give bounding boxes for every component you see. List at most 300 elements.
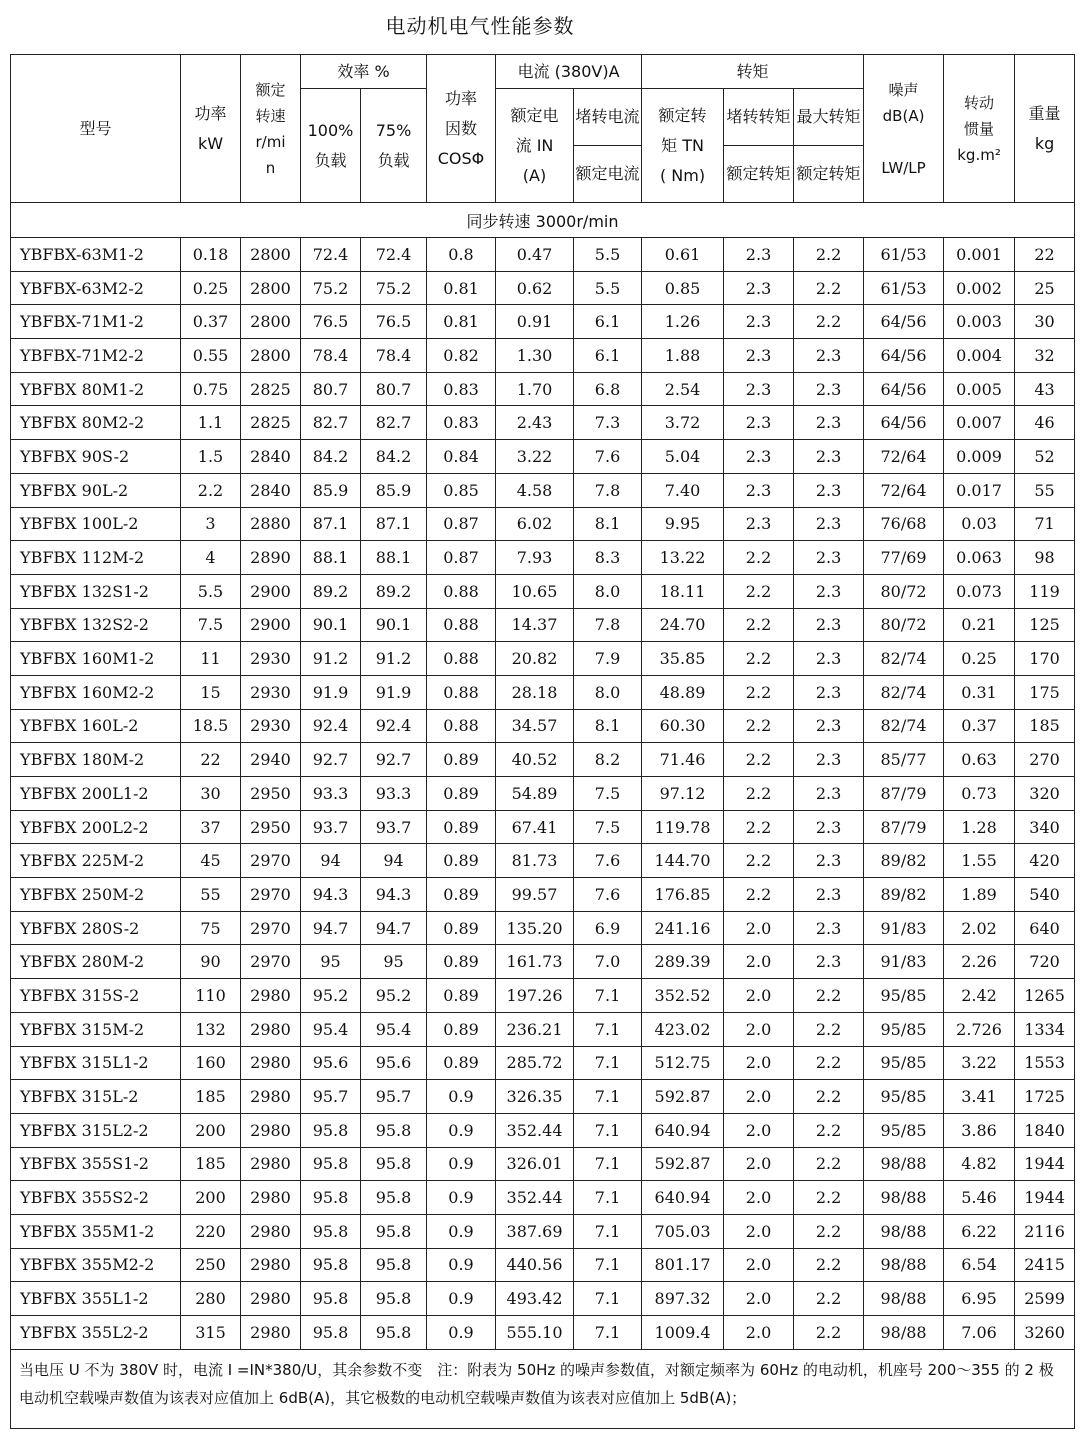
value-cell: 2.2 [794, 1012, 864, 1046]
value-cell: 93.3 [361, 777, 427, 811]
value-cell: 2.3 [794, 777, 864, 811]
value-cell: 48.89 [642, 675, 724, 709]
value-cell: 45 [181, 844, 241, 878]
header-noise: 噪声 dB(A) LW/LP [864, 55, 944, 203]
value-cell: 2.3 [794, 541, 864, 575]
value-cell: 0.62 [496, 271, 574, 305]
value-cell: 0.9 [427, 1214, 496, 1248]
model-cell: YBFBX 355S1-2 [11, 1147, 181, 1181]
value-cell: 13.22 [642, 541, 724, 575]
value-cell: 32 [1015, 339, 1075, 373]
model-cell: YBFBX 355M1-2 [11, 1214, 181, 1248]
header-max-torque: 最大转矩 [794, 89, 864, 146]
value-cell: 0.88 [427, 608, 496, 642]
value-cell: 95.6 [301, 1046, 361, 1080]
value-cell: 2.2 [724, 642, 794, 676]
value-cell: 46 [1015, 406, 1075, 440]
table-row [11, 1214, 1075, 1248]
value-cell: 78.4 [301, 339, 361, 373]
model-cell: YBFBX 315S-2 [11, 979, 181, 1013]
model-cell: YBFBX 200L1-2 [11, 777, 181, 811]
value-cell: 2.2 [794, 238, 864, 272]
value-cell: 0.81 [427, 305, 496, 339]
value-cell: 0.87 [427, 507, 496, 541]
model-cell: YBFBX 90S-2 [11, 440, 181, 474]
model-cell: YBFBX 100L-2 [11, 507, 181, 541]
value-cell: 801.17 [642, 1248, 724, 1282]
value-cell: 0.002 [944, 271, 1015, 305]
value-cell: 2.3 [724, 406, 794, 440]
value-cell: 2900 [241, 608, 301, 642]
table-row [11, 709, 1075, 743]
header-model: 型号 [11, 55, 181, 203]
value-cell: 2.3 [794, 440, 864, 474]
value-cell: 2.0 [724, 1113, 794, 1147]
value-cell: 2.2 [794, 1046, 864, 1080]
table-row [11, 1113, 1075, 1147]
value-cell: 91.9 [361, 675, 427, 709]
value-cell: 72/64 [864, 440, 944, 474]
value-cell: 2900 [241, 574, 301, 608]
value-cell: 71 [1015, 507, 1075, 541]
value-cell: 5.5 [574, 271, 642, 305]
value-cell: 2.3 [724, 507, 794, 541]
value-cell: 5.04 [642, 440, 724, 474]
value-cell: 7.1 [574, 1012, 642, 1046]
value-cell: 0.89 [427, 810, 496, 844]
value-cell: 3.22 [496, 440, 574, 474]
value-cell: 0.88 [427, 675, 496, 709]
value-cell: 10.65 [496, 574, 574, 608]
value-cell: 7.1 [574, 1248, 642, 1282]
value-cell: 0.85 [642, 271, 724, 305]
value-cell: 0.83 [427, 372, 496, 406]
header-eff-100: 100% 负载 [301, 89, 361, 203]
value-cell: 555.10 [496, 1316, 574, 1350]
header-rated-torque-divisor-2: 额定转矩 [794, 146, 864, 203]
value-cell: 8.1 [574, 507, 642, 541]
value-cell: 95.6 [361, 1046, 427, 1080]
value-cell: 30 [1015, 305, 1075, 339]
value-cell: 99.57 [496, 878, 574, 912]
value-cell: 60.30 [642, 709, 724, 743]
value-cell: 22 [1015, 238, 1075, 272]
table-row [11, 372, 1075, 406]
value-cell: 0.83 [427, 406, 496, 440]
value-cell: 592.87 [642, 1147, 724, 1181]
value-cell: 2599 [1015, 1282, 1075, 1316]
value-cell: 0.003 [944, 305, 1015, 339]
value-cell: 8.1 [574, 709, 642, 743]
value-cell: 67.41 [496, 810, 574, 844]
value-cell: 250 [181, 1248, 241, 1282]
value-cell: 285.72 [496, 1046, 574, 1080]
value-cell: 0.25 [944, 642, 1015, 676]
value-cell: 2980 [241, 979, 301, 1013]
value-cell: 7.1 [574, 979, 642, 1013]
value-cell: 7.6 [574, 844, 642, 878]
value-cell: 2.2 [794, 1214, 864, 1248]
value-cell: 2.2 [794, 1113, 864, 1147]
value-cell: 720 [1015, 945, 1075, 979]
value-cell: 0.75 [181, 372, 241, 406]
value-cell: 95/85 [864, 1012, 944, 1046]
value-cell: 0.8 [427, 238, 496, 272]
table-row [11, 945, 1075, 979]
value-cell: 91.9 [301, 675, 361, 709]
value-cell: 2.42 [944, 979, 1015, 1013]
value-cell: 2.3 [794, 810, 864, 844]
value-cell: 2970 [241, 878, 301, 912]
value-cell: 95.8 [361, 1282, 427, 1316]
value-cell: 95/85 [864, 1080, 944, 1114]
value-cell: 95.8 [361, 1316, 427, 1350]
value-cell: 6.95 [944, 1282, 1015, 1316]
value-cell: 0.9 [427, 1113, 496, 1147]
value-cell: 90.1 [301, 608, 361, 642]
value-cell: 91.2 [301, 642, 361, 676]
value-cell: 97.12 [642, 777, 724, 811]
value-cell: 95.4 [301, 1012, 361, 1046]
value-cell: 7.6 [574, 440, 642, 474]
value-cell: 80/72 [864, 608, 944, 642]
value-cell: 78.4 [361, 339, 427, 373]
value-cell: 0.9 [427, 1282, 496, 1316]
value-cell: 0.63 [944, 743, 1015, 777]
model-cell: YBFBX 315L2-2 [11, 1113, 181, 1147]
value-cell: 94 [361, 844, 427, 878]
value-cell: 91.2 [361, 642, 427, 676]
value-cell: 71.46 [642, 743, 724, 777]
model-cell: YBFBX-63M1-2 [11, 238, 181, 272]
model-cell: YBFBX-71M2-2 [11, 339, 181, 373]
value-cell: 1.5 [181, 440, 241, 474]
value-cell: 2.0 [724, 945, 794, 979]
value-cell: 2.3 [724, 473, 794, 507]
value-cell: 90 [181, 945, 241, 979]
value-cell: 270 [1015, 743, 1075, 777]
value-cell: 2.2 [724, 810, 794, 844]
value-cell: 94.7 [301, 911, 361, 945]
table-row [11, 305, 1075, 339]
value-cell: 175 [1015, 675, 1075, 709]
value-cell: 76/68 [864, 507, 944, 541]
model-cell: YBFBX 90L-2 [11, 473, 181, 507]
value-cell: 54.89 [496, 777, 574, 811]
value-cell: 80.7 [361, 372, 427, 406]
header-efficiency: 效率 % [301, 55, 427, 89]
value-cell: 8.0 [574, 675, 642, 709]
value-cell: 98/88 [864, 1214, 944, 1248]
table-row [11, 642, 1075, 676]
value-cell: 80/72 [864, 574, 944, 608]
value-cell: 82/74 [864, 642, 944, 676]
value-cell: 1840 [1015, 1113, 1075, 1147]
value-cell: 7.5 [574, 810, 642, 844]
value-cell: 2.3 [794, 608, 864, 642]
value-cell: 2.3 [794, 675, 864, 709]
value-cell: 7.1 [574, 1181, 642, 1215]
value-cell: 2.0 [724, 1282, 794, 1316]
value-cell: 2.2 [181, 473, 241, 507]
table-row [11, 1282, 1075, 1316]
value-cell: 2.0 [724, 1214, 794, 1248]
value-cell: 20.82 [496, 642, 574, 676]
value-cell: 540 [1015, 878, 1075, 912]
value-cell: 3.72 [642, 406, 724, 440]
value-cell: 43 [1015, 372, 1075, 406]
table-row [11, 574, 1075, 608]
model-cell: YBFBX-63M2-2 [11, 271, 181, 305]
value-cell: 0.9 [427, 1181, 496, 1215]
value-cell: 92.4 [361, 709, 427, 743]
value-cell: 94.3 [301, 878, 361, 912]
value-cell: 0.37 [181, 305, 241, 339]
model-cell: YBFBX 160M2-2 [11, 675, 181, 709]
value-cell: 7.8 [574, 608, 642, 642]
value-cell: 0.9 [427, 1316, 496, 1350]
table-row [11, 979, 1075, 1013]
value-cell: 7.3 [574, 406, 642, 440]
value-cell: 95.8 [361, 1147, 427, 1181]
value-cell: 5.5 [574, 238, 642, 272]
value-cell: 91/83 [864, 945, 944, 979]
value-cell: 1944 [1015, 1181, 1075, 1215]
value-cell: 2980 [241, 1214, 301, 1248]
table-row [11, 1046, 1075, 1080]
value-cell: 0.55 [181, 339, 241, 373]
value-cell: 80.7 [301, 372, 361, 406]
header-current: 电流 (380V)A [496, 55, 642, 89]
value-cell: 95.8 [301, 1316, 361, 1350]
value-cell: 93.7 [361, 810, 427, 844]
value-cell: 0.89 [427, 1012, 496, 1046]
value-cell: 2800 [241, 271, 301, 305]
value-cell: 423.02 [642, 1012, 724, 1046]
value-cell: 95.8 [301, 1248, 361, 1282]
value-cell: 0.47 [496, 238, 574, 272]
value-cell: 185 [181, 1147, 241, 1181]
value-cell: 2980 [241, 1248, 301, 1282]
value-cell: 75.2 [301, 271, 361, 305]
table-row [11, 810, 1075, 844]
value-cell: 0.88 [427, 574, 496, 608]
value-cell: 72.4 [361, 238, 427, 272]
value-cell: 75 [181, 911, 241, 945]
value-cell: 493.42 [496, 1282, 574, 1316]
value-cell: 28.18 [496, 675, 574, 709]
value-cell: 0.31 [944, 675, 1015, 709]
value-cell: 89/82 [864, 878, 944, 912]
value-cell: 1553 [1015, 1046, 1075, 1080]
value-cell: 2980 [241, 1181, 301, 1215]
value-cell: 2.2 [794, 1080, 864, 1114]
table-row [11, 878, 1075, 912]
value-cell: 93.7 [301, 810, 361, 844]
value-cell: 7.93 [496, 541, 574, 575]
table-row [11, 507, 1075, 541]
value-cell: 2.2 [724, 844, 794, 878]
value-cell: 82.7 [361, 406, 427, 440]
header-power-factor: 功率 因数 COSΦ [427, 55, 496, 203]
value-cell: 2.2 [724, 608, 794, 642]
value-cell: 95/85 [864, 1113, 944, 1147]
value-cell: 95.7 [301, 1080, 361, 1114]
value-cell: 75.2 [361, 271, 427, 305]
value-cell: 18.11 [642, 574, 724, 608]
value-cell: 2800 [241, 305, 301, 339]
value-cell: 241.16 [642, 911, 724, 945]
value-cell: 2.2 [794, 1147, 864, 1181]
header-torque: 转矩 [642, 55, 864, 89]
value-cell: 2.2 [794, 1181, 864, 1215]
value-cell: 0.017 [944, 473, 1015, 507]
value-cell: 0.89 [427, 844, 496, 878]
model-cell: YBFBX 80M2-2 [11, 406, 181, 440]
value-cell: 95.8 [301, 1147, 361, 1181]
value-cell: 2930 [241, 709, 301, 743]
value-cell: 40.52 [496, 743, 574, 777]
header-rated-current-divisor: 额定电流 [574, 146, 642, 203]
value-cell: 0.82 [427, 339, 496, 373]
value-cell: 98/88 [864, 1282, 944, 1316]
value-cell: 0.37 [944, 709, 1015, 743]
value-cell: 4.82 [944, 1147, 1015, 1181]
value-cell: 95.8 [301, 1181, 361, 1215]
value-cell: 640.94 [642, 1181, 724, 1215]
value-cell: 2116 [1015, 1214, 1075, 1248]
value-cell: 3.86 [944, 1113, 1015, 1147]
value-cell: 2.2 [724, 743, 794, 777]
value-cell: 2.3 [794, 709, 864, 743]
model-cell: YBFBX-71M1-2 [11, 305, 181, 339]
table-row [11, 271, 1075, 305]
model-cell: YBFBX 315M-2 [11, 1012, 181, 1046]
value-cell: 2.3 [724, 271, 794, 305]
value-cell: 6.1 [574, 305, 642, 339]
value-cell: 1944 [1015, 1147, 1075, 1181]
value-cell: 81.73 [496, 844, 574, 878]
value-cell: 14.37 [496, 608, 574, 642]
value-cell: 1.1 [181, 406, 241, 440]
value-cell: 6.02 [496, 507, 574, 541]
value-cell: 176.85 [642, 878, 724, 912]
value-cell: 87.1 [301, 507, 361, 541]
value-cell: 2.3 [794, 945, 864, 979]
value-cell: 387.69 [496, 1214, 574, 1248]
table-header [11, 55, 1075, 203]
value-cell: 2.0 [724, 1012, 794, 1046]
value-cell: 2.3 [794, 339, 864, 373]
value-cell: 7.1 [574, 1080, 642, 1114]
value-cell: 82/74 [864, 709, 944, 743]
model-cell: YBFBX 355L2-2 [11, 1316, 181, 1350]
value-cell: 2.2 [724, 709, 794, 743]
table-row [11, 1080, 1075, 1114]
value-cell: 7.8 [574, 473, 642, 507]
value-cell: 0.9 [427, 1080, 496, 1114]
value-cell: 512.75 [642, 1046, 724, 1080]
value-cell: 2.3 [724, 339, 794, 373]
value-cell: 2.3 [794, 372, 864, 406]
value-cell: 2.26 [944, 945, 1015, 979]
value-cell: 897.32 [642, 1282, 724, 1316]
model-cell: YBFBX 280S-2 [11, 911, 181, 945]
value-cell: 7.1 [574, 1282, 642, 1316]
model-cell: YBFBX 180M-2 [11, 743, 181, 777]
value-cell: 1.55 [944, 844, 1015, 878]
value-cell: 0.89 [427, 777, 496, 811]
value-cell: 95.4 [361, 1012, 427, 1046]
value-cell: 352.52 [642, 979, 724, 1013]
value-cell: 7.1 [574, 1046, 642, 1080]
value-cell: 8.0 [574, 574, 642, 608]
table-row [11, 1181, 1075, 1215]
value-cell: 1.88 [642, 339, 724, 373]
value-cell: 0.89 [427, 911, 496, 945]
value-cell: 2.3 [794, 878, 864, 912]
value-cell: 24.70 [642, 608, 724, 642]
table-row [11, 743, 1075, 777]
model-cell: YBFBX 160L-2 [11, 709, 181, 743]
value-cell: 94 [301, 844, 361, 878]
value-cell: 2.726 [944, 1012, 1015, 1046]
page-title: 电动机电气性能参数 [385, 14, 575, 38]
value-cell: 88.1 [361, 541, 427, 575]
model-cell: YBFBX 132S2-2 [11, 608, 181, 642]
value-cell: 2800 [241, 339, 301, 373]
value-cell: 7.1 [574, 1113, 642, 1147]
value-cell: 84.2 [361, 440, 427, 474]
table-row [11, 1316, 1075, 1350]
value-cell: 2.0 [724, 1147, 794, 1181]
value-cell: 98 [1015, 541, 1075, 575]
value-cell: 2.2 [724, 777, 794, 811]
value-cell: 8.3 [574, 541, 642, 575]
value-cell: 30 [181, 777, 241, 811]
value-cell: 2.0 [724, 1046, 794, 1080]
value-cell: 340 [1015, 810, 1075, 844]
value-cell: 64/56 [864, 372, 944, 406]
value-cell: 77/69 [864, 541, 944, 575]
value-cell: 0.25 [181, 271, 241, 305]
value-cell: 6.8 [574, 372, 642, 406]
value-cell: 92.4 [301, 709, 361, 743]
value-cell: 2.2 [724, 574, 794, 608]
value-cell: 170 [1015, 642, 1075, 676]
value-cell: 0.03 [944, 507, 1015, 541]
value-cell: 0.89 [427, 1046, 496, 1080]
table-row [11, 1147, 1075, 1181]
value-cell: 2825 [241, 372, 301, 406]
value-cell: 1.89 [944, 878, 1015, 912]
value-cell: 161.73 [496, 945, 574, 979]
value-cell: 95/85 [864, 1046, 944, 1080]
value-cell: 7.1 [574, 1316, 642, 1350]
value-cell: 2.0 [724, 979, 794, 1013]
value-cell: 440.56 [496, 1248, 574, 1282]
value-cell: 95/85 [864, 979, 944, 1013]
table-row [11, 473, 1075, 507]
value-cell: 85.9 [301, 473, 361, 507]
value-cell: 89.2 [361, 574, 427, 608]
value-cell: 7.9 [574, 642, 642, 676]
value-cell: 88.1 [301, 541, 361, 575]
header-eff-75: 75% 负载 [361, 89, 427, 203]
value-cell: 0.9 [427, 1147, 496, 1181]
value-cell: 125 [1015, 608, 1075, 642]
value-cell: 2.0 [724, 911, 794, 945]
